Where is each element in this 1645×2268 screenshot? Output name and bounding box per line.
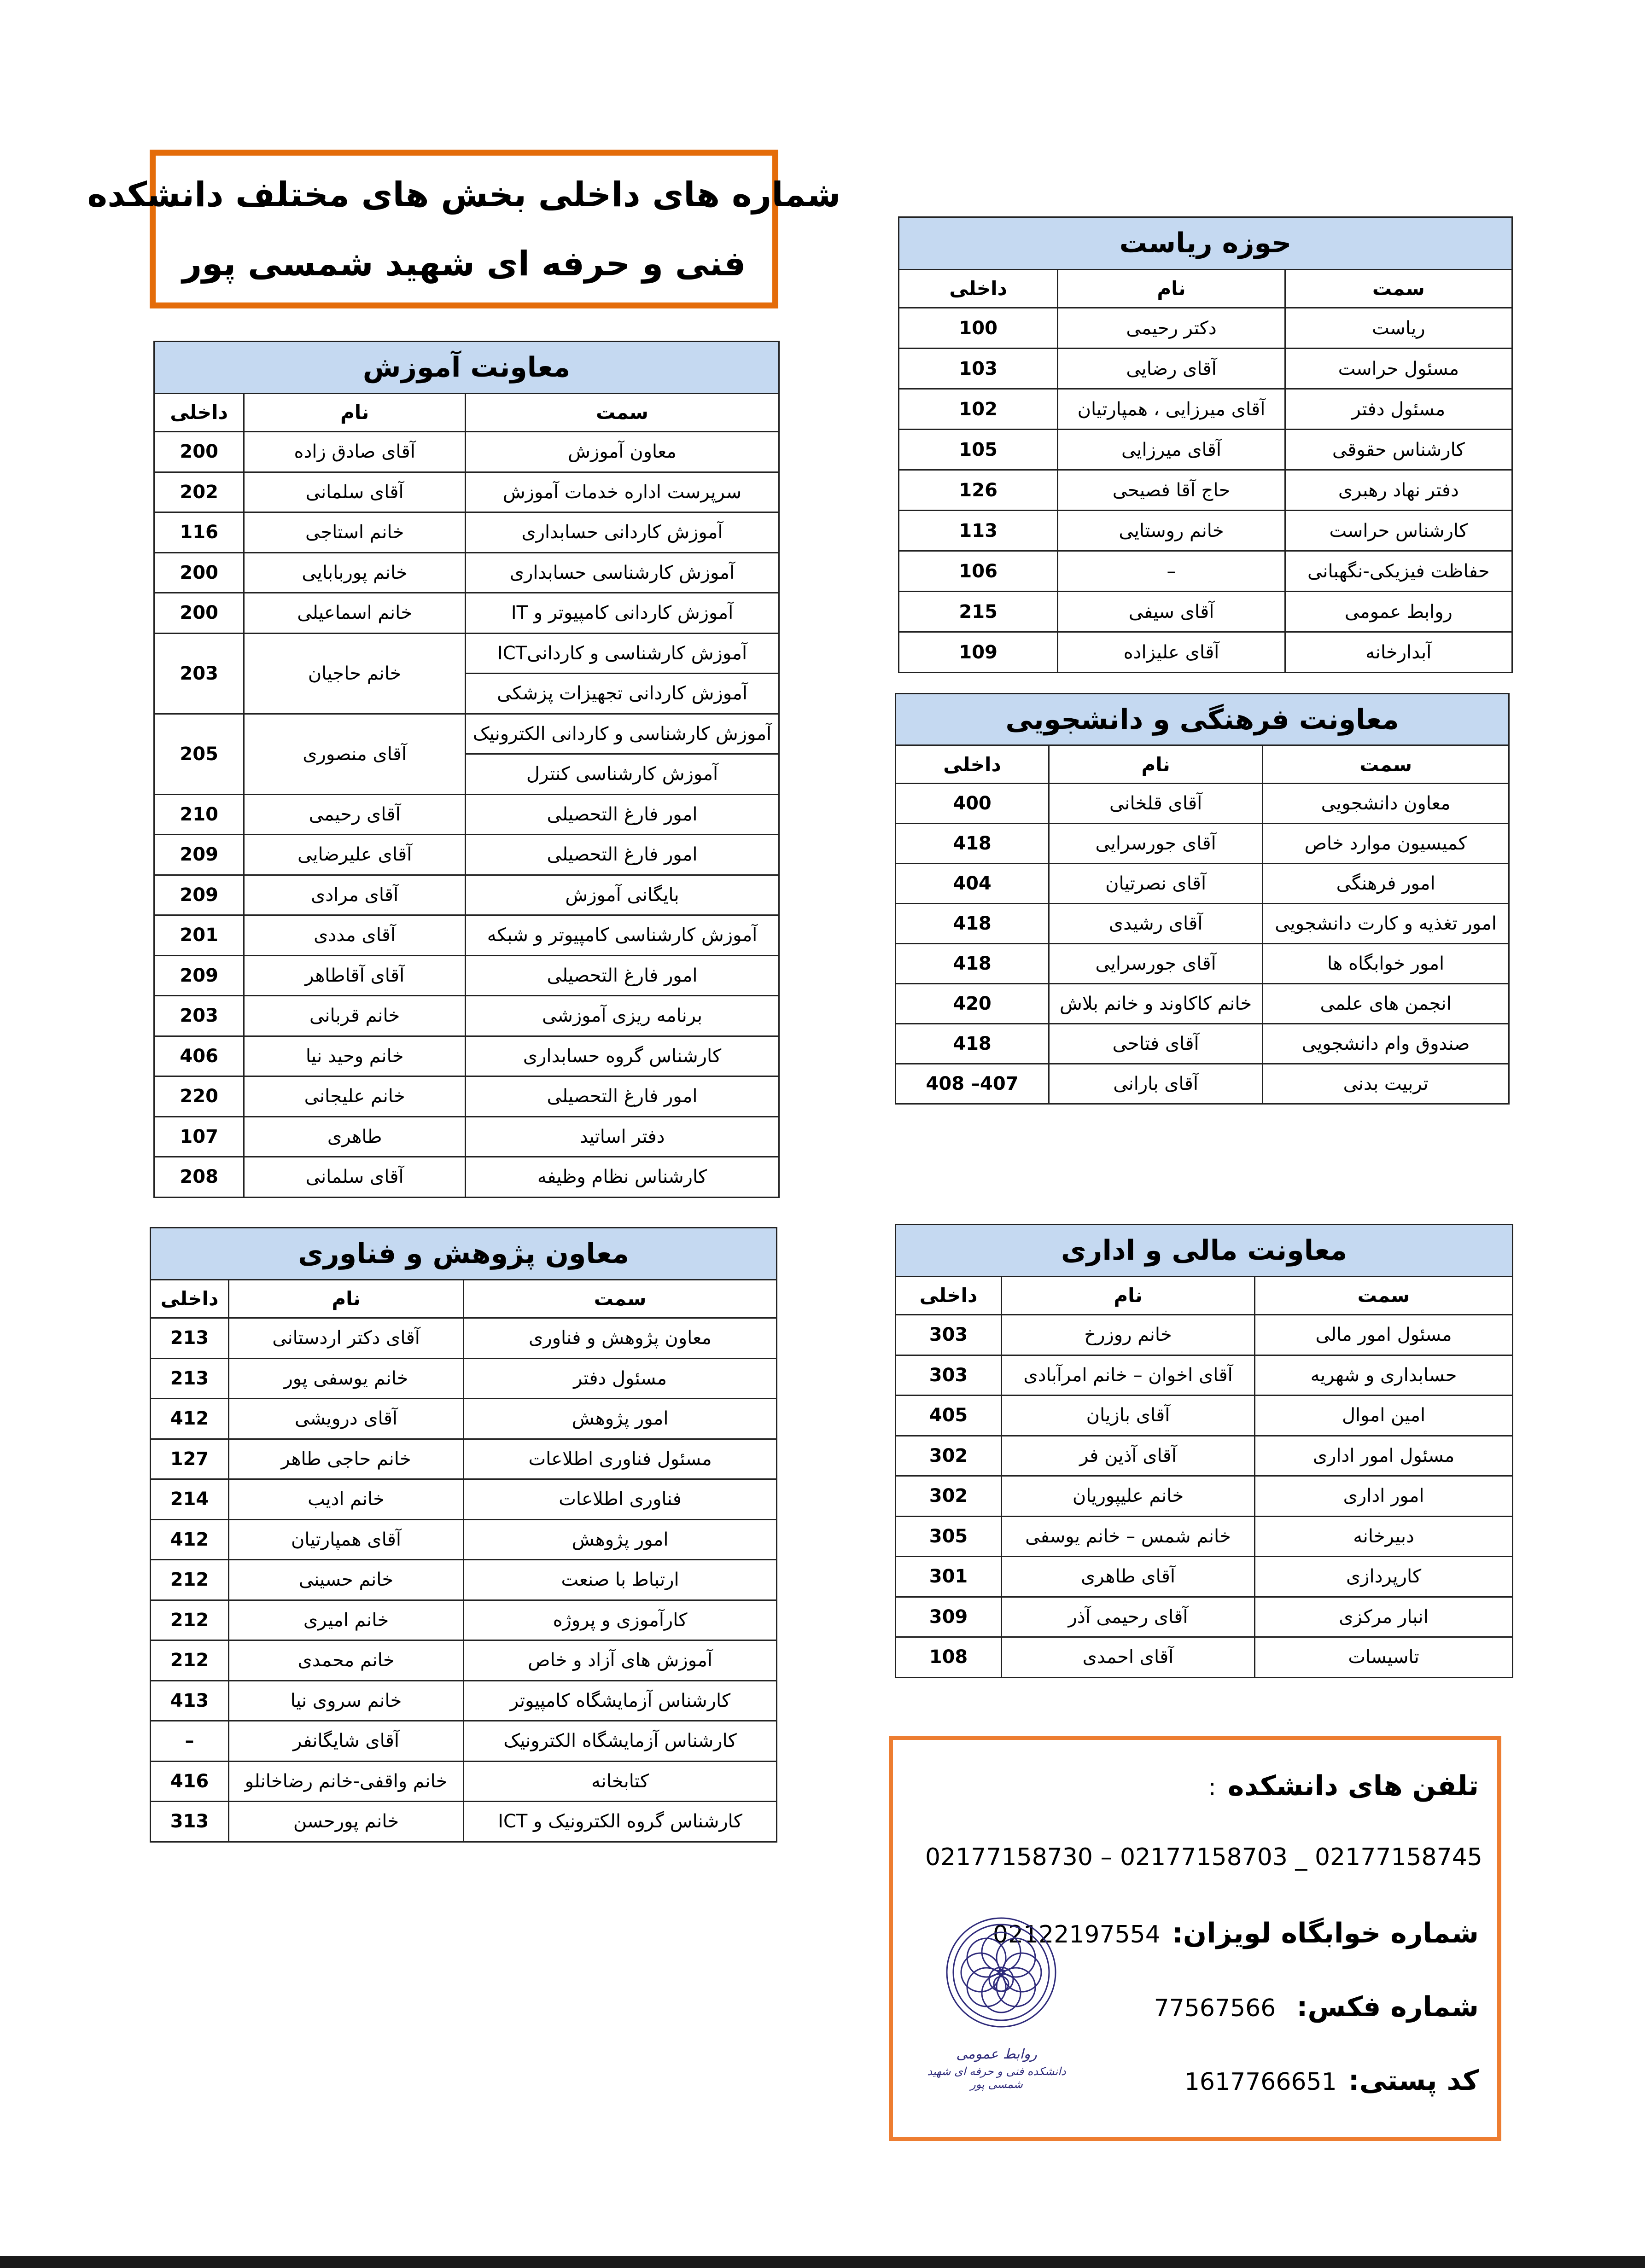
cell-extension: 418 xyxy=(896,1024,1049,1064)
cell-name: آقای منصوری xyxy=(244,714,466,794)
column-header-extension: داخلی xyxy=(896,1276,1002,1314)
cell-extension: 106 xyxy=(899,551,1058,592)
cell-position: دبیرخانه xyxy=(1255,1516,1513,1557)
cell-position: معاون پژوهش و فناوری xyxy=(464,1318,777,1359)
table-row xyxy=(896,1597,1513,1637)
cell-extension: 214 xyxy=(151,1479,229,1520)
table-row xyxy=(896,1557,1513,1597)
footer-bar xyxy=(0,2256,1645,2268)
cell-position: آموزش های آزاد و خاص xyxy=(464,1640,777,1681)
table-row xyxy=(896,1516,1513,1557)
cell-extension: 202 xyxy=(154,472,244,512)
cell-position: صندوق وام دانشجویی xyxy=(1263,1024,1509,1064)
cell-name: آقای رضایی xyxy=(1058,349,1285,389)
cell-name: خانم واقفی-خانم رضاخانلو xyxy=(229,1761,464,1802)
cell-position: کارشناس حراست xyxy=(1285,511,1512,551)
table-row xyxy=(154,1117,779,1157)
fax-value: 77567566 xyxy=(1154,1995,1276,2022)
cell-position: آموزش کارشناسی کنترل xyxy=(466,754,779,795)
column-header-position: سمت xyxy=(1263,745,1509,784)
table-row xyxy=(151,1681,777,1721)
table-row xyxy=(151,1519,777,1560)
table-pajoohesh xyxy=(150,1227,777,1843)
cell-position: دفتر نهاد رهبری xyxy=(1285,470,1512,511)
cell-extension: 201 xyxy=(154,915,244,956)
cell-position: امین اموال xyxy=(1255,1396,1513,1436)
cell-extension: 105 xyxy=(899,430,1058,470)
cell-extension: 126 xyxy=(899,470,1058,511)
cell-name: آقای مرادی xyxy=(244,875,466,915)
college-emblem-icon xyxy=(921,1910,1073,2048)
table-row xyxy=(899,551,1512,592)
cell-name: آقای دکتر اردستانی xyxy=(229,1318,464,1359)
cell-extension: 220 xyxy=(154,1076,244,1117)
table-row xyxy=(896,1476,1513,1517)
cell-name: آقای احمدی xyxy=(1002,1637,1255,1678)
table-title: معاونت مالی و اداری xyxy=(896,1225,1513,1277)
cell-name: آقای بازیان xyxy=(1002,1396,1255,1436)
cell-extension: 208 xyxy=(154,1157,244,1198)
cell-name: خانم پورحسن xyxy=(229,1802,464,1842)
cell-extension: 305 xyxy=(896,1516,1002,1557)
column-header-position: سمت xyxy=(466,393,779,431)
table-row xyxy=(154,1036,779,1076)
cell-extension: 405 xyxy=(896,1396,1002,1436)
document-title-line-1: شماره های داخلی بخش های مختلف دانشکده xyxy=(87,174,841,215)
table-row xyxy=(899,592,1512,632)
cell-name: آقای همپارتیان xyxy=(229,1519,464,1560)
table-row xyxy=(899,430,1512,470)
dorm-value: 02122197554 xyxy=(992,1921,1161,1948)
cell-position: حفاظت فیزیکی-نگهبانی xyxy=(1285,551,1512,592)
cell-position: آموزش کاردانی حسابداری xyxy=(466,512,779,553)
cell-name: خانم امیری xyxy=(229,1600,464,1640)
document-title-line-2: فنی و حرفه ای شهید شمسی پور xyxy=(182,244,746,284)
cell-extension: 113 xyxy=(899,511,1058,551)
cell-extension: 412 xyxy=(151,1399,229,1439)
column-header-extension: داخلی xyxy=(154,393,244,431)
table-row xyxy=(896,1315,1513,1355)
cell-extension: 302 xyxy=(896,1436,1002,1476)
table-title: حوزه ریاست xyxy=(899,217,1512,270)
cell-position: آموزش کاردانی تجهیزات پزشکی xyxy=(466,674,779,714)
cell-name: – xyxy=(1058,551,1285,592)
cell-name: خانم علیپوریان xyxy=(1002,1476,1255,1517)
table-riasat xyxy=(898,216,1513,673)
cell-extension: 301 xyxy=(896,1557,1002,1597)
cell-extension: 107 xyxy=(154,1117,244,1157)
logo-caption-2: دانشکده فنی و حرفه ای شهید شمسی پور xyxy=(927,2065,1066,2091)
column-header-extension: داخلی xyxy=(899,269,1058,308)
cell-position: آموزش کارشناسی و کاردانیICT xyxy=(466,633,779,674)
cell-name: آقای علیزاده xyxy=(1058,632,1285,673)
table-row xyxy=(896,1396,1513,1436)
cell-extension: 420 xyxy=(896,983,1049,1024)
cell-name: آقای صادق زاده xyxy=(244,432,466,472)
cell-position: آبدارخانه xyxy=(1285,632,1512,673)
column-header-position: سمت xyxy=(464,1279,777,1318)
cell-extension: 213 xyxy=(151,1358,229,1399)
cell-extension: 406 xyxy=(154,1036,244,1076)
cell-name: خانم اسماعیلی xyxy=(244,593,466,634)
cell-name: خانم سروی نیا xyxy=(229,1681,464,1721)
cell-extension: 302 xyxy=(896,1476,1002,1517)
cell-name: خانم وحید نیا xyxy=(244,1036,466,1076)
cell-position: بایگانی آموزش xyxy=(466,875,779,915)
cell-position: کارشناس نظام وظیفه xyxy=(466,1157,779,1198)
phones-value-row xyxy=(925,1843,1482,1871)
cell-name: آقای سیفی xyxy=(1058,592,1285,632)
table-row xyxy=(151,1640,777,1681)
table-row xyxy=(154,633,779,674)
cell-position: مسئول امور اداری xyxy=(1255,1436,1513,1476)
cell-extension: 109 xyxy=(899,632,1058,673)
cell-extension: 103 xyxy=(899,349,1058,389)
table-amoozesh xyxy=(153,341,780,1198)
cell-position: سرپرست اداره خدمات آموزش xyxy=(466,472,779,512)
cell-extension: 116 xyxy=(154,512,244,553)
cell-extension: 416 xyxy=(151,1761,229,1802)
cell-position: امور پژوهش xyxy=(464,1519,777,1560)
cell-position: کمیسیون موارد خاص xyxy=(1263,823,1509,863)
cell-name: آقای جورسرایی xyxy=(1049,823,1263,863)
cell-position: امور فارغ التحصیلی xyxy=(466,835,779,875)
table-row xyxy=(899,389,1512,430)
cell-position: آموزش کارشناسی کامپیوتر و شبکه xyxy=(466,915,779,956)
table-farhangi xyxy=(895,693,1510,1105)
cell-name: آقای سلمانی xyxy=(244,472,466,512)
phones-row xyxy=(1208,1770,1479,1802)
cell-name: خانم روزرخ xyxy=(1002,1315,1255,1355)
fax-label: شماره فکس: xyxy=(1296,1991,1479,2023)
table-row xyxy=(899,632,1512,673)
cell-extension: 209 xyxy=(154,875,244,915)
cell-extension: 215 xyxy=(899,592,1058,632)
cell-position: مسئول فناوری اطلاعات xyxy=(464,1439,777,1479)
cell-name: دکتر رحیمی xyxy=(1058,308,1285,349)
column-header-position: سمت xyxy=(1255,1276,1513,1314)
cell-extension: 309 xyxy=(896,1597,1002,1637)
cell-position: تربیت بدنی xyxy=(1263,1064,1509,1104)
cell-name: خانم علیجانی xyxy=(244,1076,466,1117)
table-row xyxy=(154,1076,779,1117)
table-row xyxy=(151,1721,777,1762)
cell-position: تاسیسات xyxy=(1255,1637,1513,1678)
cell-extension: 212 xyxy=(151,1640,229,1681)
table-row xyxy=(154,875,779,915)
cell-position: آموزش کارشناسی و کاردانی الکترونیک xyxy=(466,714,779,754)
column-header-extension: داخلی xyxy=(896,745,1049,784)
cell-position: کارشناس آزمایشگاه کامپیوتر xyxy=(464,1681,777,1721)
cell-position: روابط عمومی xyxy=(1285,592,1512,632)
cell-extension: 418 xyxy=(896,823,1049,863)
cell-position: انجمن های علمی xyxy=(1263,983,1509,1024)
cell-name: خانم ادیب xyxy=(229,1479,464,1520)
cell-extension: 203 xyxy=(154,633,244,714)
cell-name: خانم روستایی xyxy=(1058,511,1285,551)
cell-name: آقای قلخانی xyxy=(1049,783,1263,823)
table-row xyxy=(896,863,1509,903)
postal-value: 1617766651 xyxy=(1184,2068,1337,2096)
cell-extension: 212 xyxy=(151,1560,229,1600)
dorm-label: شماره خوابگاه لویزان: xyxy=(1172,1917,1479,1949)
cell-name: حاج آقا فصیحی xyxy=(1058,470,1285,511)
cell-extension: 108 xyxy=(896,1637,1002,1678)
cell-position: کارشناس گروه حسابداری xyxy=(466,1036,779,1076)
table-row xyxy=(151,1399,777,1439)
table-row xyxy=(151,1600,777,1640)
cell-position: فناوری اطلاعات xyxy=(464,1479,777,1520)
cell-name: خانم پوربابایی xyxy=(244,552,466,593)
table-row xyxy=(896,903,1509,943)
cell-position: امور تغذیه و کارت دانشجویی xyxy=(1263,903,1509,943)
cell-name: خانم حاجیان xyxy=(244,633,466,714)
cell-extension: 210 xyxy=(154,794,244,835)
table-row xyxy=(154,714,779,754)
table-row xyxy=(154,915,779,956)
column-header-name: نام xyxy=(229,1279,464,1318)
cell-position: آموزش کاردانی کامپیوتر و IT xyxy=(466,593,779,634)
cell-extension: 418 xyxy=(896,903,1049,943)
cell-position: امور فارغ التحصیلی xyxy=(466,794,779,835)
cell-position: امور فارغ التحصیلی xyxy=(466,955,779,996)
logo-caption-1: روابط عمومی xyxy=(956,2046,1037,2062)
cell-position: آموزش کارشناسی حسابداری xyxy=(466,552,779,593)
cell-name: آقای فتاحی xyxy=(1049,1024,1263,1064)
cell-position: کارپردازی xyxy=(1255,1557,1513,1597)
cell-extension: 404 xyxy=(896,863,1049,903)
column-header-name: نام xyxy=(1049,745,1263,784)
column-header-position: سمت xyxy=(1285,269,1512,308)
cell-extension: 200 xyxy=(154,593,244,634)
cell-extension: 200 xyxy=(154,432,244,472)
phones-label: تلفن های دانشکده xyxy=(1227,1770,1479,1802)
column-header-name: نام xyxy=(1058,269,1285,308)
cell-extension: 102 xyxy=(899,389,1058,430)
cell-name: آقای اخوان – خانم امرآبادی xyxy=(1002,1355,1255,1396)
cell-name: خانم کاکاوند و خانم بلاش xyxy=(1049,983,1263,1024)
contact-box xyxy=(889,1736,1501,2141)
cell-extension: 303 xyxy=(896,1315,1002,1355)
cell-extension: – xyxy=(151,1721,229,1762)
cell-extension: 407– 408 xyxy=(896,1064,1049,1104)
cell-name: آقای رحیمی xyxy=(244,794,466,835)
fax-row xyxy=(1154,1991,1479,2023)
cell-extension: 413 xyxy=(151,1681,229,1721)
table-row xyxy=(154,1157,779,1198)
table-row xyxy=(154,593,779,634)
cell-name: آقای جورسرایی xyxy=(1049,943,1263,983)
cell-name: آقای میرزایی xyxy=(1058,430,1285,470)
table-row xyxy=(151,1439,777,1479)
table-row xyxy=(896,1436,1513,1476)
postal-label: کد پستی: xyxy=(1348,2064,1479,2097)
cell-name: آقای رشیدی xyxy=(1049,903,1263,943)
cell-position: ارتباط با صنعت xyxy=(464,1560,777,1600)
cell-position: معاون آموزش xyxy=(466,432,779,472)
cell-position: مسئول حراست xyxy=(1285,349,1512,389)
table-row xyxy=(154,512,779,553)
table-row xyxy=(151,1358,777,1399)
cell-position: برنامه ریزی آموزشی xyxy=(466,996,779,1036)
table-row xyxy=(896,1355,1513,1396)
cell-name: خانم یوسفی پور xyxy=(229,1358,464,1399)
cell-name: آقای طاهری xyxy=(1002,1557,1255,1597)
cell-extension: 418 xyxy=(896,943,1049,983)
phones-colon: : xyxy=(1208,1774,1216,1801)
table-row xyxy=(896,1024,1509,1064)
cell-name: آقای شایگانفر xyxy=(229,1721,464,1762)
cell-name: آقای درویشی xyxy=(229,1399,464,1439)
cell-extension: 100 xyxy=(899,308,1058,349)
cell-position: معاون دانشجویی xyxy=(1263,783,1509,823)
cell-name: آقای آقاطاهر xyxy=(244,955,466,996)
cell-extension: 209 xyxy=(154,835,244,875)
document-title-box xyxy=(87,150,841,308)
cell-position: حسابداری و شهریه xyxy=(1255,1355,1513,1396)
cell-name: خانم استاجی xyxy=(244,512,466,553)
table-row xyxy=(896,1064,1509,1104)
cell-position: امور خوابگاه ها xyxy=(1263,943,1509,983)
table-row xyxy=(899,511,1512,551)
cell-name: آقای رحیمی آذر xyxy=(1002,1597,1255,1637)
table-row xyxy=(899,308,1512,349)
table-row xyxy=(154,996,779,1036)
cell-position: امور فرهنگی xyxy=(1263,863,1509,903)
cell-extension: 313 xyxy=(151,1802,229,1842)
cell-extension: 127 xyxy=(151,1439,229,1479)
cell-extension: 212 xyxy=(151,1600,229,1640)
table-row xyxy=(154,472,779,512)
table-row xyxy=(154,955,779,996)
column-header-name: نام xyxy=(1002,1276,1255,1314)
cell-extension: 400 xyxy=(896,783,1049,823)
cell-extension: 213 xyxy=(151,1318,229,1359)
table-row xyxy=(899,349,1512,389)
table-row xyxy=(154,552,779,593)
cell-position: مسئول امور مالی xyxy=(1255,1315,1513,1355)
table-row xyxy=(151,1802,777,1842)
cell-name: آقای میرزایی ، همپارتیان xyxy=(1058,389,1285,430)
cell-name: خانم شمس – خانم یوسفی xyxy=(1002,1516,1255,1557)
cell-name: آقای مددی xyxy=(244,915,466,956)
cell-extension: 303 xyxy=(896,1355,1002,1396)
table-row xyxy=(151,1761,777,1802)
table-row xyxy=(896,943,1509,983)
phones-value: 02177158730 – 02177158703 _ 02177158745 xyxy=(925,1843,1482,1871)
table-row xyxy=(899,470,1512,511)
table-title: معاونت آموزش xyxy=(154,342,779,394)
postal-row xyxy=(1184,2064,1479,2097)
table-mali xyxy=(895,1224,1513,1678)
cell-position: مسئول دفتر xyxy=(1285,389,1512,430)
cell-extension: 209 xyxy=(154,955,244,996)
cell-name: آقای نصرتیان xyxy=(1049,863,1263,903)
table-row xyxy=(151,1318,777,1359)
cell-extension: 412 xyxy=(151,1519,229,1560)
cell-position: کارآموزی و پروژه xyxy=(464,1600,777,1640)
cell-position: امور فارغ التحصیلی xyxy=(466,1076,779,1117)
table-row xyxy=(154,794,779,835)
column-header-name: نام xyxy=(244,393,466,431)
cell-extension: 200 xyxy=(154,552,244,593)
table-row xyxy=(896,983,1509,1024)
column-header-extension: داخلی xyxy=(151,1279,229,1318)
cell-position: کارشناس آزمایشگاه الکترونیک xyxy=(464,1721,777,1762)
cell-position: دفتر اساتید xyxy=(466,1117,779,1157)
cell-position: کارشناس حقوقی xyxy=(1285,430,1512,470)
table-title: معاون پژوهش و فناوری xyxy=(151,1228,777,1280)
cell-extension: 205 xyxy=(154,714,244,794)
cell-name: خانم حاجی طاهر xyxy=(229,1439,464,1479)
cell-name: آقای بارانی xyxy=(1049,1064,1263,1104)
cell-position: کارشناس گروه الکترونیک و ICT xyxy=(464,1802,777,1842)
table-row xyxy=(154,835,779,875)
table-row xyxy=(896,1637,1513,1678)
cell-name: آقای آذین فر xyxy=(1002,1436,1255,1476)
cell-name: آقای سلمانی xyxy=(244,1157,466,1198)
table-row xyxy=(151,1560,777,1600)
cell-name: خانم حسینی xyxy=(229,1560,464,1600)
cell-position: ریاست xyxy=(1285,308,1512,349)
college-logo xyxy=(921,1910,1073,2104)
cell-position: مسئول دفتر xyxy=(464,1358,777,1399)
table-title: معاونت فرهنگی و دانشجویی xyxy=(896,694,1509,745)
cell-position: امور اداری xyxy=(1255,1476,1513,1517)
cell-position: کتابخانه xyxy=(464,1761,777,1802)
cell-position: انبار مرکزی xyxy=(1255,1597,1513,1637)
table-row xyxy=(896,823,1509,863)
cell-name: آقای علیرضایی xyxy=(244,835,466,875)
cell-name: خانم محمدی xyxy=(229,1640,464,1681)
cell-name: طاهری xyxy=(244,1117,466,1157)
cell-extension: 203 xyxy=(154,996,244,1036)
cell-position: امور پژوهش xyxy=(464,1399,777,1439)
table-row xyxy=(154,432,779,472)
table-row xyxy=(151,1479,777,1520)
table-row xyxy=(896,783,1509,823)
cell-name: خانم قربانی xyxy=(244,996,466,1036)
